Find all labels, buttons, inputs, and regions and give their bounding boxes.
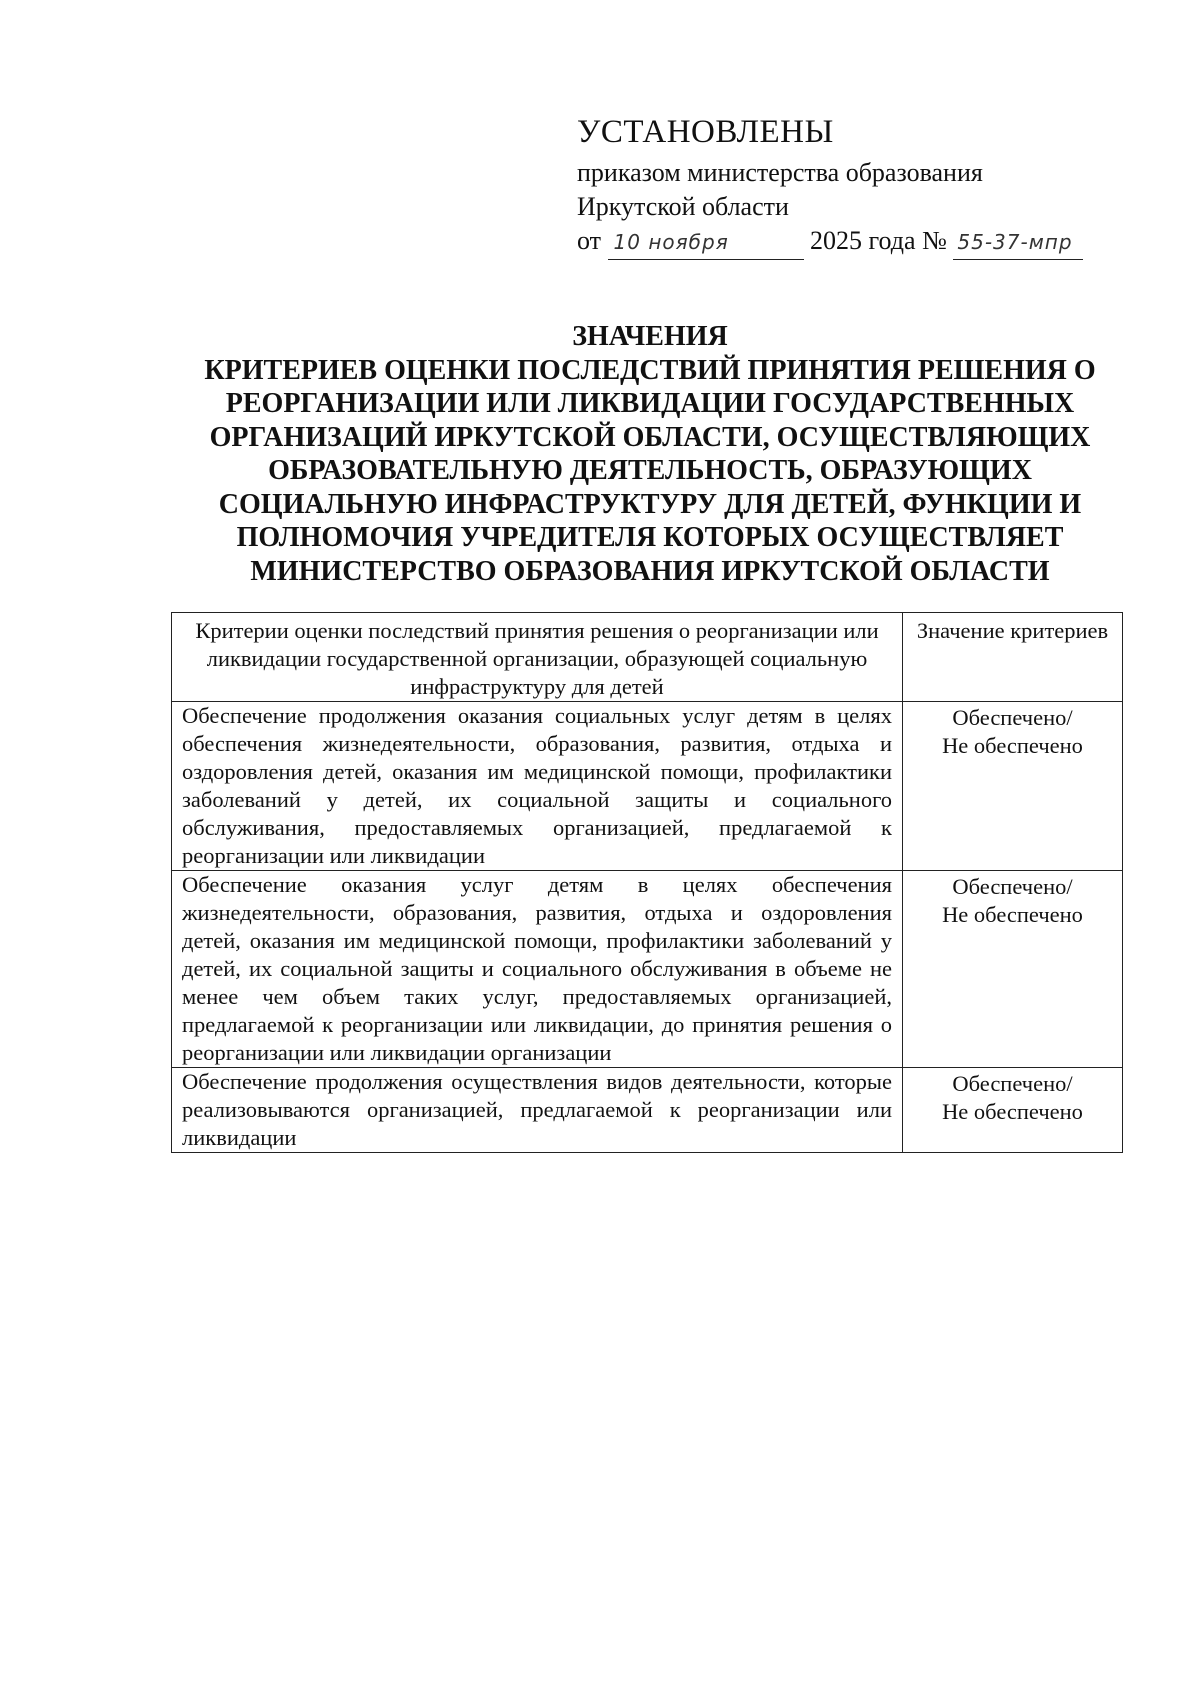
value-cell: [903, 702, 1123, 871]
header-criteria: Критерии оценки последствий принятия решения о реорганизации или ликвидации государственной организации, образующей социальную инфраструктуру для детей: [172, 613, 903, 702]
document-heading: ЗНАЧЕНИЯ: [572, 321, 728, 352]
title-line: ПОЛНОМОЧИЯ УЧРЕДИТЕЛЯ КОТОРЫХ ОСУЩЕСТВЛЯЕТ: [236, 522, 1064, 553]
value-ensured: Обеспечено/: [952, 1071, 1073, 1096]
criterion-cell: Обеспечение продолжения осуществления видов деятельности, которые реализовываются организацией, предлагаемой к реорганизации или ликвидации: [172, 1068, 903, 1153]
handwritten-date: 10 ноября: [608, 225, 804, 260]
title-line: МИНИСТЕРСТВО ОБРАЗОВАНИЯ ИРКУТСКОЙ ОБЛАСТИ: [250, 555, 1050, 587]
year-text: 2025 года №: [810, 226, 947, 255]
header-value: Значение критериев: [903, 613, 1123, 702]
criterion-cell: Обеспечение оказания услуг детям в целях обеспечения жизнедеятельности, образования, развития, отдыха и оздоровления детей, оказания им медицинской помощи, профилактики заболеваний у детей, их социальной защиты и социального обслуживания в объеме не менее чем объем таких услуг, предоставляемых организацией, предлагаемой к реорганизации или ликвидации, до принятия решения о реорганизации или ликвидации организации: [172, 871, 903, 1068]
table-header-row: [172, 613, 1123, 702]
criterion-cell: Обеспечение продолжения оказания социальных услуг детям в целях обеспечения жизнедеятельности, образования, развития, отдыха и оздоровления детей, оказания им медицинской помощи, профилактики заболеваний у детей, их социальной защиты и социального обслуживания, предоставляемых организацией, предлагаемой к реорганизации или ликвидации: [172, 702, 903, 871]
value-not-ensured: Не обеспечено: [942, 733, 1083, 758]
value-ensured: Обеспечено/: [952, 874, 1073, 899]
approval-date-line: [577, 224, 1137, 260]
handwritten-order-number: 55-37-мпр: [953, 225, 1083, 260]
table-row: [172, 702, 1123, 871]
title-line: ОРГАНИЗАЦИЙ ИРКУТСКОЙ ОБЛАСТИ, ОСУЩЕСТВЛЯЮЩИХ: [209, 421, 1091, 453]
criteria-table: [171, 612, 1123, 1153]
value-not-ensured: Не обеспечено: [942, 902, 1083, 927]
table-row: [172, 871, 1123, 1068]
title-line: СОЦИАЛЬНУЮ ИНФРАСТРУКТУРУ ДЛЯ ДЕТЕЙ, ФУНКЦИИ И: [218, 488, 1082, 520]
value-not-ensured: Не обеспечено: [942, 1099, 1083, 1124]
document-title: [175, 320, 1125, 588]
title-line: ОБРАЗОВАТЕЛЬНУЮ ДЕЯТЕЛЬНОСТЬ, ОБРАЗУЮЩИХ: [268, 455, 1032, 486]
value-ensured: Обеспечено/: [952, 705, 1073, 730]
approval-line-ministry: приказом министерства образования: [577, 158, 983, 187]
date-prefix: от: [577, 226, 602, 255]
approval-title: УСТАНОВЛЕНЫ: [577, 114, 834, 150]
value-cell: [903, 871, 1123, 1068]
value-cell: [903, 1068, 1123, 1153]
table-row: [172, 1068, 1123, 1153]
title-line: РЕОРГАНИЗАЦИИ ИЛИ ЛИКВИДАЦИИ ГОСУДАРСТВЕННЫХ: [225, 388, 1075, 419]
title-line: КРИТЕРИЕВ ОЦЕНКИ ПОСЛЕДСТВИЙ ПРИНЯТИЯ РЕШЕНИЯ О: [204, 354, 1096, 386]
approval-block: [577, 112, 1137, 260]
approval-line-region: Иркутской области: [577, 192, 789, 221]
